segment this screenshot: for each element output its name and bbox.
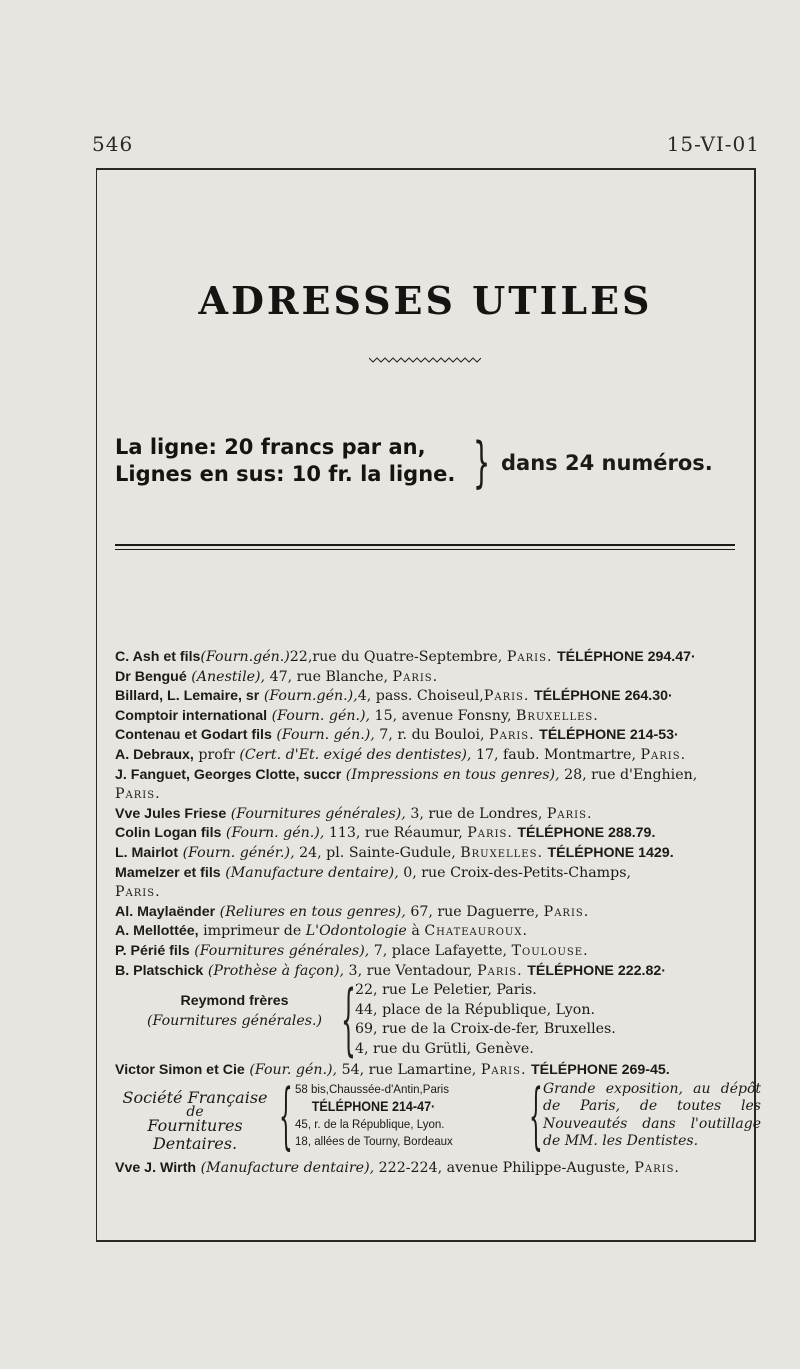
list-item: J. Fanguet, Georges Clotte, succr (Impressions en tous genres), 28, rue d'Enghien, xyxy=(115,766,698,783)
list-item: Vve J. Wirth (Manufacture dentaire), 222-224, avenue Philippe-Auguste, Paris. xyxy=(115,1159,680,1176)
page-number: 546 xyxy=(92,132,134,156)
brace-symbol: { xyxy=(341,975,356,1066)
divider-thick xyxy=(115,544,735,546)
list-item-reymond xyxy=(115,975,755,1066)
list-item: C. Ash et fils(Fourn.gén.)22,rue du Quatre-Septembre, Paris. TÉLÉPHONE 294.47· xyxy=(115,649,696,665)
list-item: Comptoir international (Fourn. gén.), 15, avenue Fonsny, Bruxelles. xyxy=(115,707,599,724)
brace-symbol: { xyxy=(279,1072,293,1157)
rate-line-2: Lignes en sus: 10 fr. la ligne. xyxy=(115,462,456,486)
issue-date: 15-VI-01 xyxy=(666,132,760,156)
list-item: Victor Simon et Cie (Four. gén.), 54, rue Lamartine, Paris. TÉLÉPHONE 269-45. xyxy=(115,1062,670,1079)
list-item: P. Périé fils (Fournitures générales), 7, place Lafayette, Toulouse. xyxy=(115,942,589,959)
rate-frequency: dans 24 numéros. xyxy=(501,451,713,475)
list-item: B. Platschick (Prothèse à façon), 3, rue Ventadour, Paris. TÉLÉPHONE 222.82· xyxy=(115,962,666,979)
brace-symbol: { xyxy=(529,1072,543,1157)
list-item: Vve Jules Friese (Fournitures générales), 3, rue de Londres, Paris. xyxy=(115,805,593,822)
list-item-continuation: Paris. xyxy=(115,884,161,901)
list-item: Dr Bengué (Anestile), 47, rue Blanche, Paris. xyxy=(115,668,439,685)
advertising-box xyxy=(96,168,761,1242)
divider-thin xyxy=(115,549,735,550)
ornament-squiggle xyxy=(369,356,481,364)
societe-name: Société Française de Fournitures Dentaires. xyxy=(122,1087,268,1153)
list-item: A. Mellottée, imprimeur de L'Odontologie à Chateauroux. xyxy=(115,923,528,940)
list-item: Mamelzer et fils (Manufacture dentaire), 0, rue Croix-des-Petits-Champs, xyxy=(115,864,632,881)
list-item: Billard, L. Lemaire, sr (Fourn.gén.),4, pass. Choiseul,Paris. TÉLÉPHONE 264.30· xyxy=(115,688,673,705)
list-item-continuation: Paris. xyxy=(115,786,161,803)
societe-addresses: 58 bis,Chaussée-d'Antin,Paris TÉLÉPHONE 214-47· 45, r. de la République, Lyon. 18, allées de Tourny, Bordeaux xyxy=(295,1081,453,1149)
brace-symbol: } xyxy=(473,431,491,494)
societe-description: Grande exposition, au dépôt de Paris, de toutes les Nouveautés dans l'outillage de MM. les Dentistes. xyxy=(543,1080,761,1150)
list-item: Contenau et Godart fils (Fourn. gén.), 7, r. du Bouloi, Paris. TÉLÉPHONE 214-53· xyxy=(115,727,679,744)
reymond-name-block: Reymond frères (Fournitures générales.) xyxy=(147,993,323,1030)
list-item: Colin Logan fils (Fourn. gén.), 113, rue Réaumur, Paris. TÉLÉPHONE 288.79. xyxy=(115,825,656,842)
list-item: Al. Maylaënder (Reliures en tous genres), 67, rue Daguerre, Paris. xyxy=(115,903,590,920)
address-list xyxy=(115,648,761,1178)
reymond-addresses: 22, rue Le Peletier, Paris. 44, place de la République, Lyon. 69, rue de la Croix-de-fer, Bruxelles. 4, rue du Grütli, Genève. xyxy=(355,982,616,1057)
list-item: A. Debraux, profr (Cert. d'Et. exigé des dentistes), 17, faub. Montmartre, Paris. xyxy=(115,746,687,763)
rates-block xyxy=(115,434,455,488)
list-item-societe xyxy=(115,1072,761,1159)
rate-line-1: La ligne: 20 francs par an, xyxy=(115,435,426,459)
list-item: L. Mairlot (Fourn. génér.), 24, pl. Sainte-Gudule, Bruxelles. TÉLÉPHONE 1429. xyxy=(115,844,674,861)
section-title: ADRESSES UTILES xyxy=(198,278,653,323)
